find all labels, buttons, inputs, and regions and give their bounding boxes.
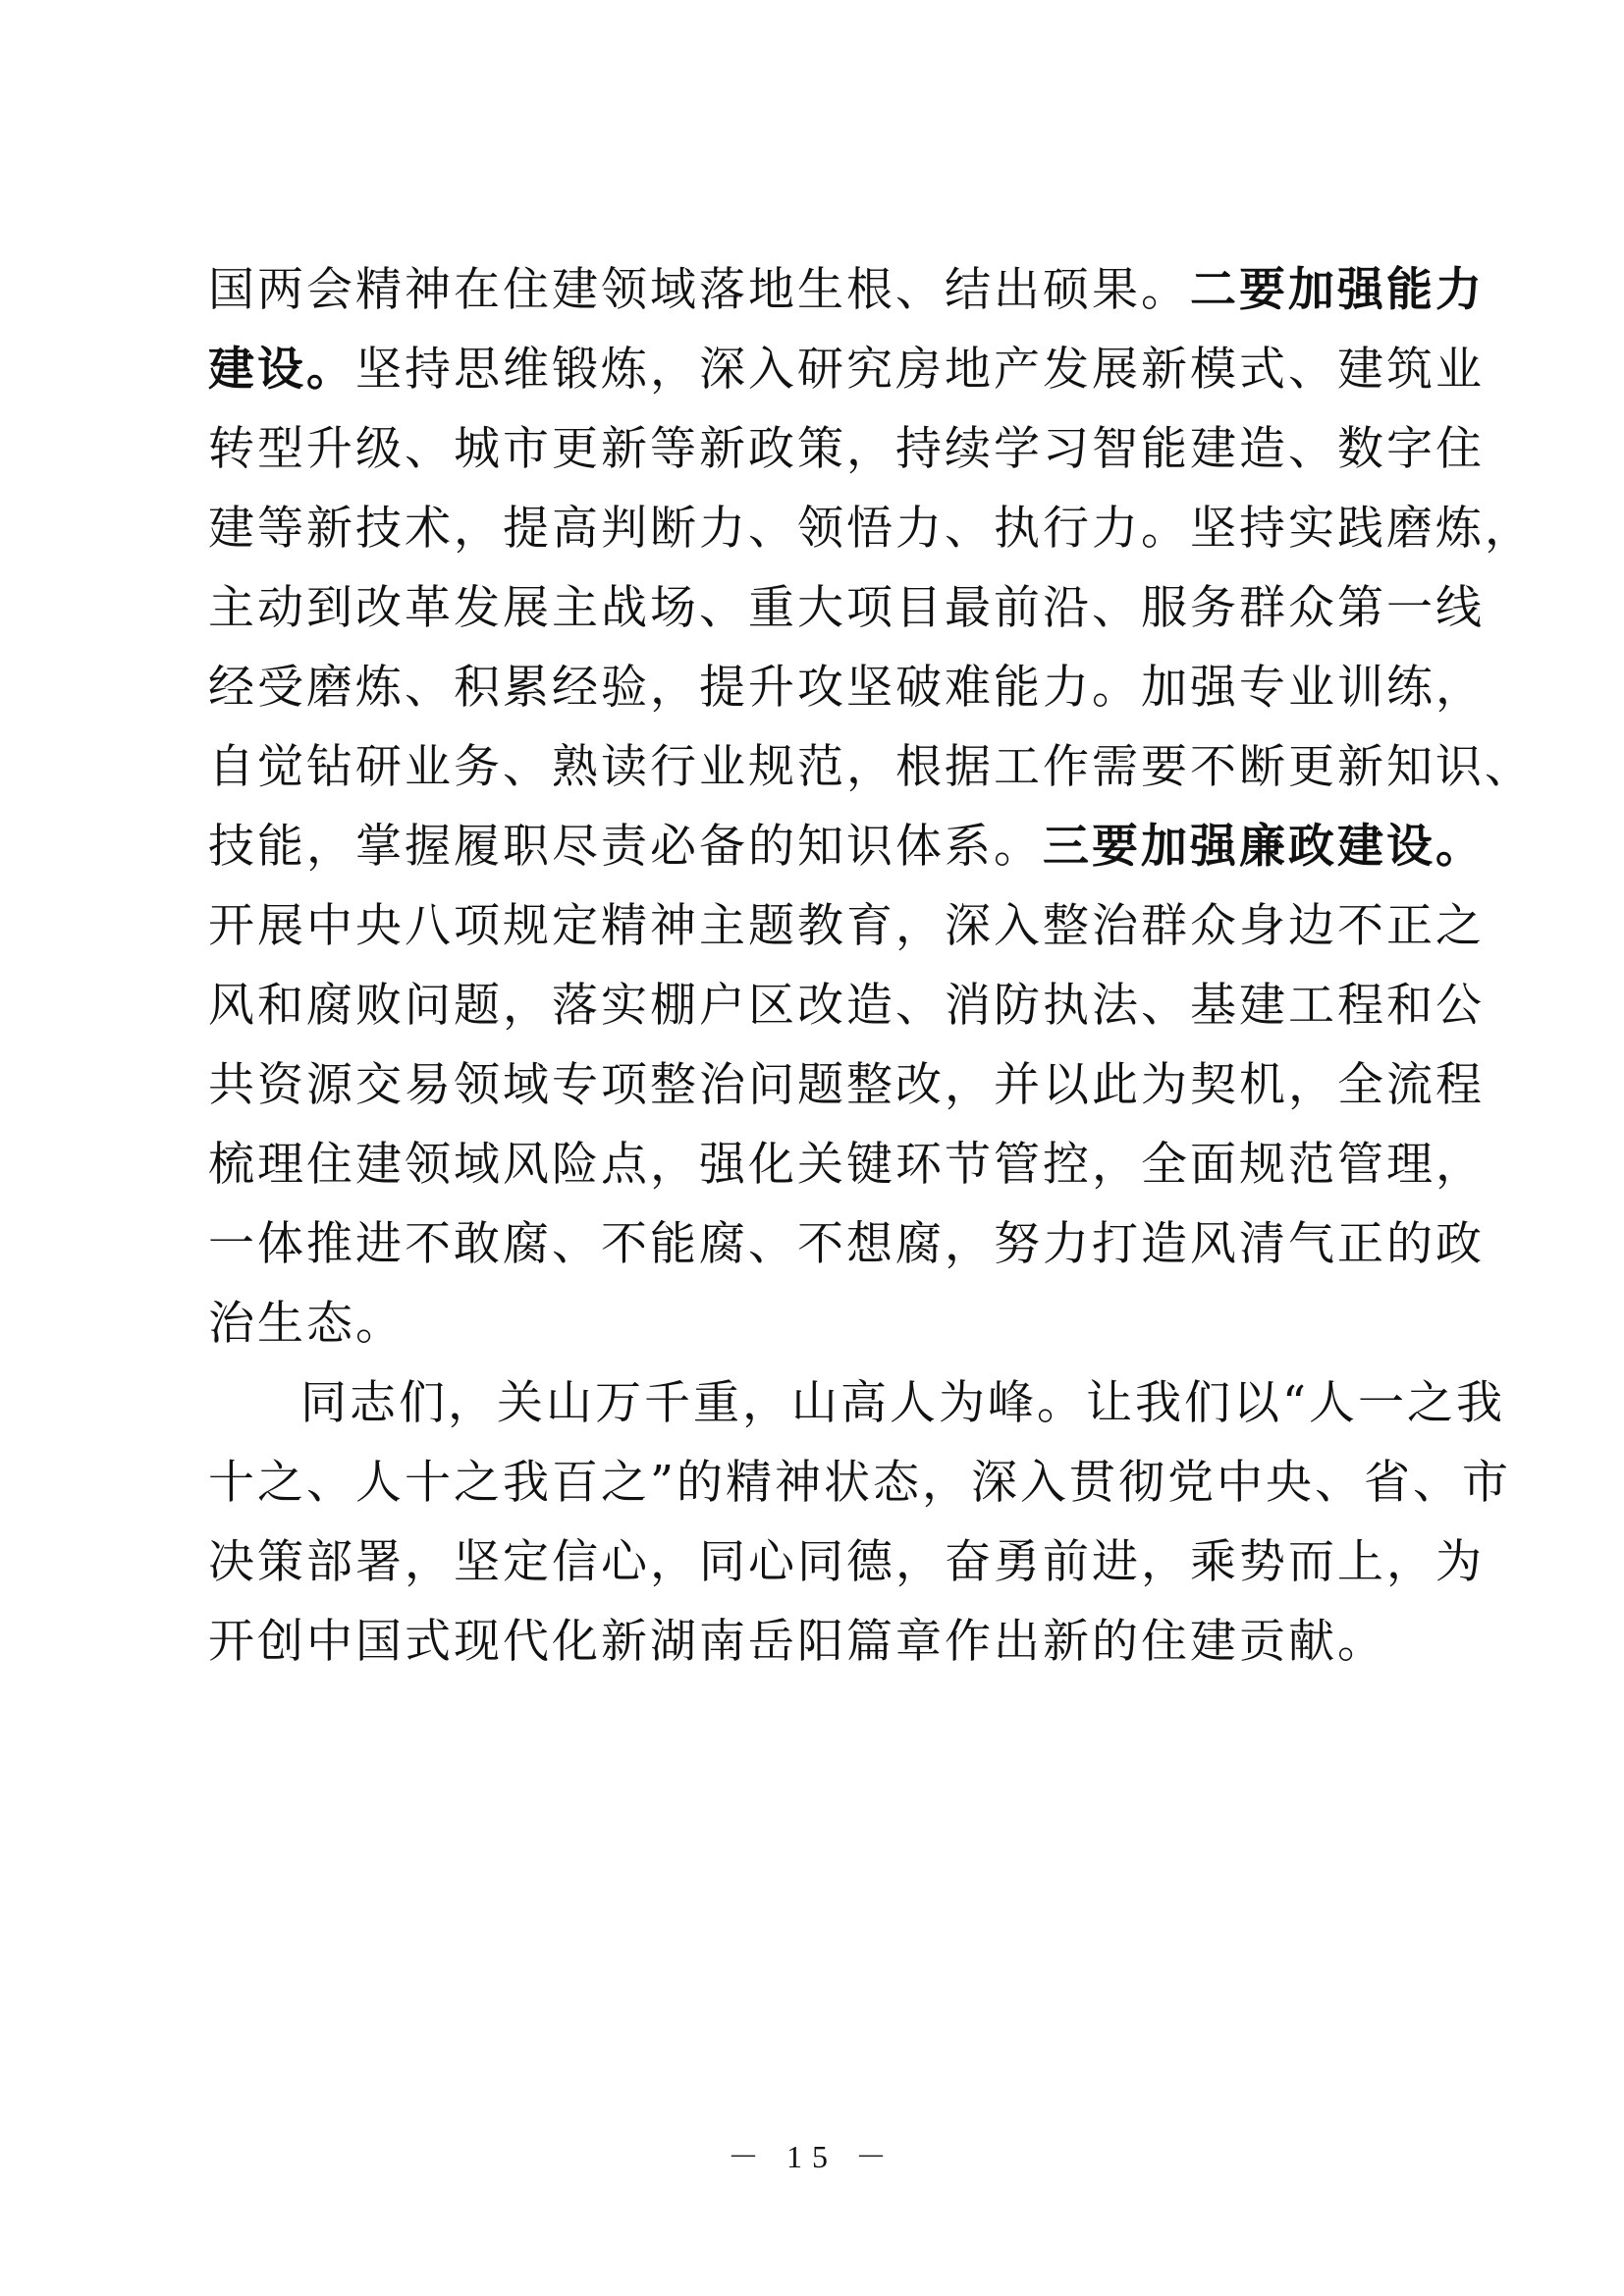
text-line: 开展中央八项规定精神主题教育，深入整治群众身边不正之 xyxy=(208,899,1485,953)
text-run: 技能，掌握履职尽责必备的知识体系。 xyxy=(208,820,1043,874)
paragraph-closing xyxy=(208,1363,1512,1682)
bold-heading-integrity: 三要加强廉政建设。 xyxy=(1043,820,1485,874)
paragraph-capability-integrity xyxy=(208,250,1534,1363)
text-line: 自觉钻研业务、熟读行业规范，根据工作需要不断更新知识、 xyxy=(208,740,1534,794)
text-line xyxy=(208,250,1485,330)
text-line xyxy=(208,807,1485,886)
text-line: 经受磨炼、积累经验，提升攻坚破难能力。加强专业训练， xyxy=(208,661,1485,715)
text-run: 国两会精神在住建领域落地生根、结出硕果。 xyxy=(208,263,1190,317)
text-line: 风和腐败问题，落实棚户区改造、消防执法、基建工程和公 xyxy=(208,979,1485,1033)
text-line: 治生态。 xyxy=(208,1297,405,1351)
text-line: 共资源交易领域专项整治问题整改，并以此为契机，全流程 xyxy=(208,1058,1485,1112)
text-line: 主动到改革发展主战场、重大项目最前沿、服务群众第一线 xyxy=(208,581,1485,635)
text-line: 建等新技术，提高判断力、领悟力、执行力。坚持实践磨炼， xyxy=(208,502,1534,556)
text-line xyxy=(208,330,1485,409)
text-line: 梳理住建领域风险点，强化关键环节管控，全面规范管理， xyxy=(208,1138,1485,1192)
text-line: 决策部署，坚定信心，同心同德，奋勇前进，乘势而上，为 xyxy=(208,1535,1485,1589)
text-line: 一体推进不敢腐、不能腐、不想腐，努力打造风清气正的政 xyxy=(208,1217,1485,1271)
text-line: 转型升级、城市更新等新政策，持续学习智能建造、数字住 xyxy=(208,422,1485,476)
text-line: 十之、人十之我百之”的精神状态，深入贯彻党中央、省、市 xyxy=(208,1456,1512,1510)
text-line: 开创中国式现代化新湖南岳阳篇章作出新的住建贡献。 xyxy=(208,1615,1386,1669)
bold-heading-capability-end: 建设。 xyxy=(208,343,355,397)
bold-heading-capability: 二要加强能力 xyxy=(1190,263,1485,317)
text-line: 同志们，关山万千重，山高人为峰。让我们以“人一之我 xyxy=(300,1376,1506,1430)
body-text xyxy=(208,250,1534,1682)
page-number: － 15 － xyxy=(727,2139,896,2174)
text-run: 坚持思维锻炼，深入研究房地产发展新模式、建筑业 xyxy=(355,343,1485,397)
